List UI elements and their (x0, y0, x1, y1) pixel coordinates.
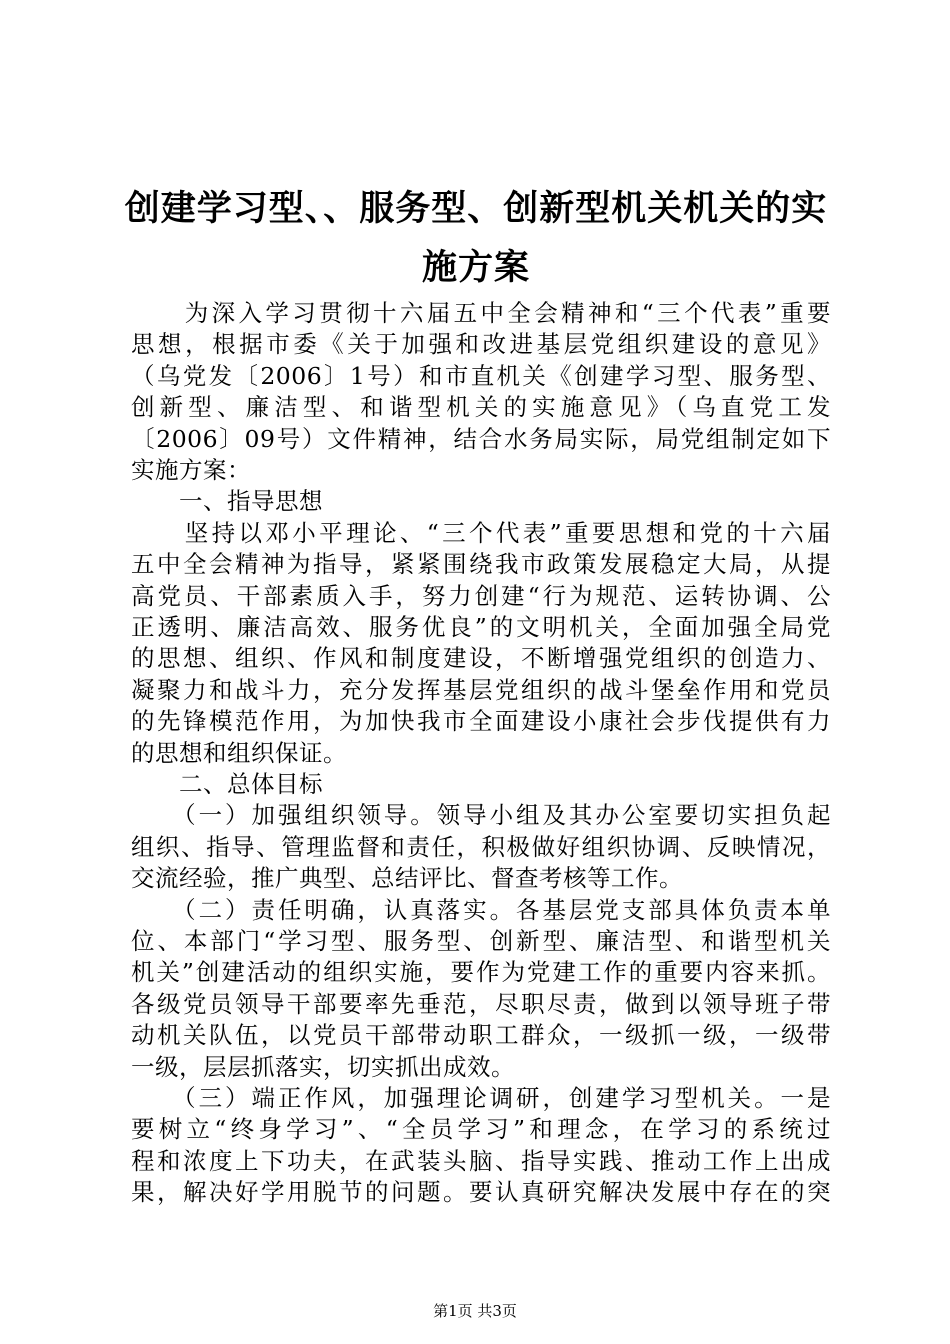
body-text-line: 五中全会精神为指导，紧紧围绕我市政策发展稳定大局，从提 (131, 550, 831, 579)
body-text-line: 组织、指导、管理监督和责任，积极做好组织协调、反映情况， (131, 832, 831, 861)
body-text-line: 交流经验，推广典型、总结评比、督查考核等工作。 (131, 864, 683, 893)
body-text-line: 坚持以邓小平理论、“三个代表”重要思想和党的十六届 (131, 518, 831, 547)
body-text-line: 程和浓度上下功夫，在武装头脑、指导实践、推动工作上出成 (131, 1146, 831, 1175)
body-text-line: 凝聚力和战斗力，充分发挥基层党组织的战斗堡垒作用和党员 (131, 675, 831, 704)
page-footer: 第1页 共3页 (433, 1302, 517, 1320)
body-text-line: 的思想和组织保证。 (131, 738, 347, 767)
body-text-line: 为深入学习贯彻十六届五中全会精神和“三个代表”重要 (131, 299, 831, 327)
body-text-line: 高党员、干部素质入手，努力创建“行为规范、运转协调、公 (131, 581, 831, 610)
body-text-line: 正透明、廉洁高效、服务优良”的文明机关，全面加强全局党 (131, 613, 831, 641)
body-text-line: （三）端正作风，加强理论调研，创建学习型机关。一是 (131, 1084, 831, 1112)
body-text-line: 各级党员领导干部要率先垂范，尽职尽责，做到以领导班子带 (131, 989, 831, 1018)
body-text-line: 果，解决好学用脱节的问题。要认真研究解决发展中存在的突 (131, 1178, 831, 1207)
body-text-line: 的先锋模范作用，为加快我市全面建设小康社会步伐提供有力 (131, 707, 831, 736)
body-text-line: 位、本部门“学习型、服务型、创新型、廉洁型、和谐型机关 (131, 927, 831, 955)
document-title-line-2: 施方案 (421, 248, 530, 288)
body-text-line: 二、总体目标 (131, 770, 323, 798)
body-text-line: 实施方案： (131, 456, 251, 484)
body-text-line: （二）责任明确，认真落实。各基层党支部具体负责本单 (131, 895, 831, 924)
body-text-line: 〔2006〕09号）文件精神，结合水务局实际，局党组制定如下 (131, 424, 831, 453)
body-text-line: （一）加强组织领导。领导小组及其办公室要切实担负起 (131, 801, 831, 830)
body-text-line: 要树立“终身学习”、“全员学习”和理念，在学习的系统过 (131, 1115, 831, 1144)
body-text-line: 一、指导思想 (131, 487, 323, 516)
body-text-line: 动机关队伍，以党员干部带动职工群众，一级抓一级，一级带 (131, 1021, 831, 1050)
body-text-line: 创新型、廉洁型、和谐型机关的实施意见》（乌直党工发 (131, 393, 831, 422)
body-text-line: 一级，层层抓落实，切实抓出成效。 (131, 1052, 515, 1081)
body-text-line: 机关”创建活动的组织实施，要作为党建工作的重要内容来抓。 (131, 958, 831, 987)
body-text-line: 思想，根据市委《关于加强和改进基层党组织建设的意见》 (131, 330, 831, 359)
body-text-line: 的思想、组织、作风和制度建设，不断增强党组织的创造力、 (131, 644, 831, 673)
body-text-line: （乌党发〔2006〕1号）和市直机关《创建学习型、服务型、 (131, 361, 831, 390)
document-title-line-1: 创建学习型、、服务型、创新型机关机关的实 (124, 189, 828, 229)
